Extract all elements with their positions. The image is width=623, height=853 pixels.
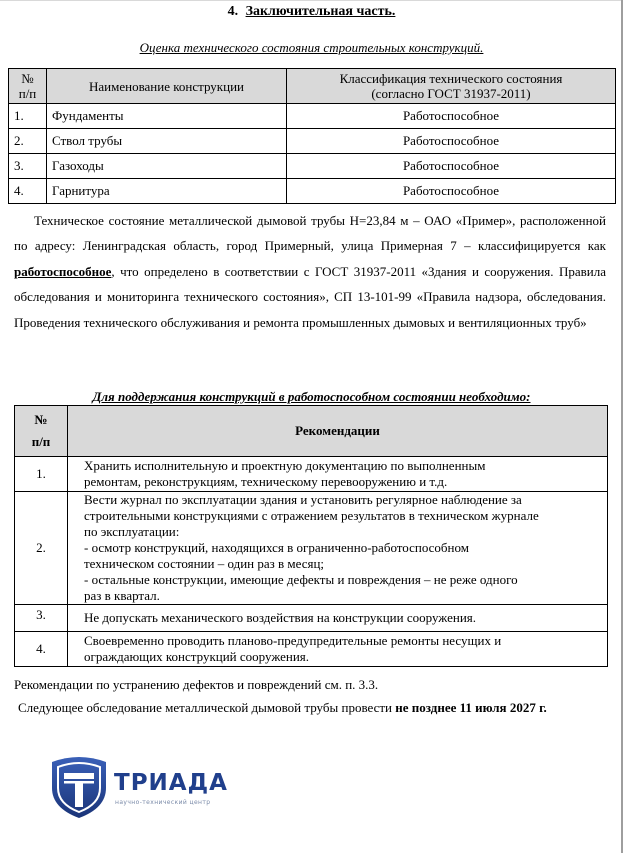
row-num: 4. [9, 179, 47, 204]
rec-line: по эксплуатации: [84, 524, 180, 539]
rec-line: - осмотр конструкций, находящихся в ограниченно-работоспособном [84, 540, 469, 555]
header-num-line1: № [21, 71, 34, 86]
rec-line: Вести журнал по эксплуатации здания и установить регулярное наблюдение за [84, 492, 522, 507]
table-row [9, 104, 616, 129]
row-name: Гарнитура [47, 179, 287, 204]
rec-line: - остальные конструкции, имеющие дефекты и повреждения – не реже одного [84, 572, 518, 587]
rec-line: техническом состоянии – один раз в месяц; [84, 556, 325, 571]
rec-num: 2. [15, 492, 68, 605]
rec-num: 4. [15, 632, 68, 667]
rec-text [68, 457, 608, 492]
row-state: Работоспособное [287, 179, 616, 204]
table-row [15, 632, 608, 667]
rec-num: 3. [15, 605, 68, 632]
page-top-border [0, 0, 623, 1]
rec-header-text: Рекомендации [68, 406, 608, 457]
conclusion-status: работоспособное [14, 263, 112, 279]
header-name: Наименование конструкции [47, 69, 287, 104]
rec-line: Не допускать механического воздействия на конструкции сооружения. [84, 610, 476, 625]
row-state: Работоспособное [287, 104, 616, 129]
assessment-title: Оценка технического состояния строительных конструкций. [139, 40, 484, 55]
next-inspection-prefix: Следующее обследование металлической дымовой трубы провести [18, 700, 396, 715]
rec-line: ограждающих конструкций сооружения. [84, 649, 310, 664]
row-num: 2. [9, 129, 47, 154]
rec-line: строительными конструкциями с отражением результатов в техническом журнале [84, 508, 539, 523]
rec-line: Хранить исполнительную и проектную документацию по выполненным [84, 458, 486, 473]
rec-text [68, 605, 608, 632]
recommendations-title: Для поддержания конструкций в работоспособном состоянии необходимо: [92, 389, 531, 404]
header-class-line2: (согласно ГОСТ 31937-2011) [371, 86, 531, 101]
defects-note: Рекомендации по устранению дефектов и повреждений см. п. 3.3. [14, 677, 379, 692]
assessment-table-header [9, 69, 616, 104]
assessment-table [8, 68, 616, 204]
row-name: Газоходы [47, 154, 287, 179]
rec-header-num-line1: № [34, 412, 48, 427]
header-num [9, 69, 47, 104]
rec-text [68, 492, 608, 605]
rec-line: раз в квартал. [84, 588, 160, 603]
header-class-line1: Классификация технического состояния [339, 71, 563, 86]
row-name: Фундаменты [47, 104, 287, 129]
table-row [9, 129, 616, 154]
next-inspection-deadline: не позднее 11 июля 2027 г. [395, 700, 547, 715]
header-class [287, 69, 616, 104]
conclusion-text-after: , что определено в соответствии с ГОСТ 31937-2011 «Здания и сооружения. Правила обследования и мониторинга технического состояния», СП 13-101-99 «Правила надзора, обследования. Проведения технического обслуживания и ремонта промышленных дымовых и вентиляционных труб» [14, 263, 606, 330]
rec-num: 1. [15, 457, 68, 492]
row-state: Работоспособное [287, 129, 616, 154]
recommendations-table [14, 405, 608, 667]
rec-header-num-line2: п/п [31, 434, 51, 449]
table-row [15, 605, 608, 632]
section-number: 4. [227, 4, 239, 19]
rec-line: ремонтам, реконструкциям, техническому перевооружению и т.д. [84, 474, 448, 489]
row-num: 3. [9, 154, 47, 179]
rec-header-num [15, 406, 68, 457]
section-title: Заключительная часть. [245, 4, 396, 19]
conclusion-text-before: Техническое состояние металлической дымовой трубы Н=23,84 м – ОАО «Пример», расположенной по адресу: Ленинградская область, город Примерный, улица Примерная 7 – классифицируется как [14, 213, 606, 254]
conclusion-paragraph [14, 208, 606, 335]
table-row [15, 492, 608, 605]
header-num-line2: п/п [18, 86, 37, 101]
row-num: 1. [9, 104, 47, 129]
table-row [15, 457, 608, 492]
logo-subtitle: научно-технический центр [115, 799, 211, 806]
recommendations-table-header [15, 406, 608, 457]
table-row [9, 179, 616, 204]
rec-text [68, 632, 608, 667]
table-row [9, 154, 616, 179]
row-state: Работоспособное [287, 154, 616, 179]
rec-line: Своевременно проводить планово-предупредительные ремонты несущих и [84, 633, 502, 648]
next-inspection [18, 700, 610, 716]
logo-name: ТРИАДА [114, 770, 228, 796]
section-heading [0, 4, 623, 20]
row-name: Ствол трубы [47, 129, 287, 154]
triada-shield-logo-icon [48, 754, 110, 820]
